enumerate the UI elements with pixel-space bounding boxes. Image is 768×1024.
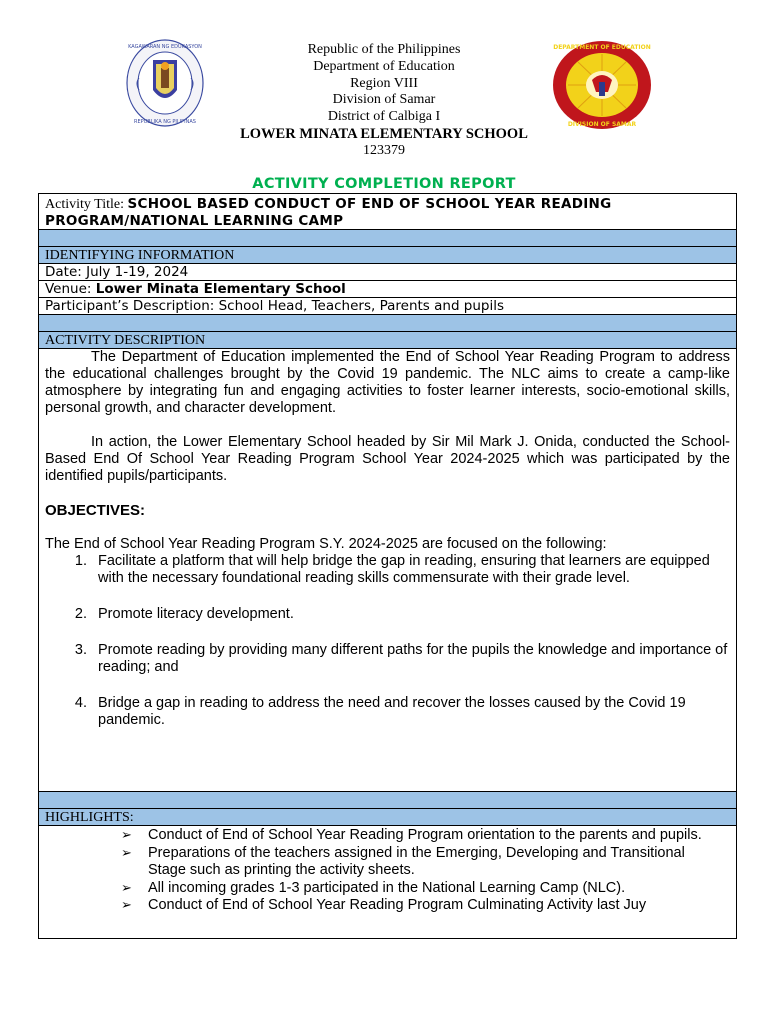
- department-line: Department of Education: [313, 58, 455, 74]
- date-value: July 1-19, 2024: [86, 264, 189, 280]
- school-name: LOWER MINATA ELEMENTARY SCHOOL: [240, 125, 528, 142]
- republic-line: Republic of the Philippines: [307, 42, 461, 57]
- description-paragraph-2: In action, the Lower Elementary School headed by Sir Mil Mark J. Onida, conducted the School-Based End Of School Year Reading Program School Year 2024-2025 which was participated by the identified pupils/participants.: [45, 434, 730, 484]
- venue-row: [39, 281, 736, 298]
- highlights-body: [39, 826, 736, 938]
- highlight-text: Conduct of End of School Year Reading Program orientation to the parents and pupils.: [148, 827, 702, 843]
- highlight-text: Conduct of End of School Year Reading Program Culminating Activity last Juy: [148, 897, 647, 913]
- highlight-item: [121, 827, 726, 845]
- report-table: [38, 193, 737, 939]
- blue-divider: [39, 792, 736, 809]
- highlight-text: All incoming grades 1-3 participated in the National Learning Camp (NLC).: [148, 879, 626, 896]
- svg-text:KAGAWARAN NG EDUKASYON: KAGAWARAN NG EDUKASYON: [128, 44, 202, 50]
- activity-title-value: SCHOOL BASED CONDUCT OF END OF SCHOOL YEAR READING PROGRAM/NATIONAL LEARNING CAMP: [45, 196, 612, 229]
- arrow-bullet-icon: ➢: [121, 828, 132, 843]
- venue-label: Venue:: [45, 281, 96, 297]
- objectives-heading: OBJECTIVES:: [45, 502, 146, 519]
- objective-item: 2. Promote literacy development.: [91, 606, 730, 623]
- participants-row: [39, 298, 736, 315]
- activity-title-row: [39, 194, 736, 230]
- arrow-bullet-icon: ➢: [121, 845, 132, 861]
- activity-title-label: Activity Title:: [45, 197, 128, 212]
- participants-label: Participant’s Description:: [45, 298, 219, 314]
- activity-description-heading: ACTIVITY DESCRIPTION: [39, 332, 736, 349]
- letterhead: [0, 42, 768, 160]
- highlight-item: [121, 897, 726, 915]
- school-id: 123379: [363, 142, 405, 158]
- svg-text:DIVISION OF SAMAR: DIVISION OF SAMAR: [567, 121, 637, 128]
- arrow-bullet-icon: ➢: [121, 880, 132, 896]
- svg-text:DEPARTMENT OF EDUCATION: DEPARTMENT OF EDUCATION: [553, 44, 651, 51]
- participants-value: School Head, Teachers, Parents and pupils: [218, 298, 505, 314]
- highlight-text: Preparations of the teachers assigned in the Emerging, Developing and Transitional Stage such as printing the activity sheets.: [148, 844, 685, 878]
- objective-item: 3. Promote reading by providing many different paths for the pupils the knowledge and importance of reading; and: [91, 642, 730, 676]
- blue-divider: [39, 230, 736, 247]
- objectives-list: [45, 553, 730, 729]
- highlight-item: [121, 880, 726, 898]
- activity-description-body: [39, 349, 736, 792]
- svg-text:REPUBLIKA NG PILIPINAS: REPUBLIKA NG PILIPINAS: [134, 119, 196, 125]
- date-label: Date:: [45, 264, 87, 280]
- highlights-heading: HIGHLIGHTS:: [39, 809, 736, 826]
- report-title: ACTIVITY COMPLETION REPORT: [252, 176, 516, 192]
- blue-divider: [39, 315, 736, 332]
- arrow-bullet-icon: ➢: [121, 898, 132, 913]
- division-line: Division of Samar: [332, 92, 436, 108]
- highlights-list: [39, 827, 736, 915]
- objectives-intro: The End of School Year Reading Program S.Y. 2024-2025 are focused on the following:: [45, 536, 607, 552]
- identifying-info-heading: IDENTIFYING INFORMATION: [39, 247, 736, 264]
- region-line: Region VIII: [350, 75, 418, 91]
- highlight-item: [121, 845, 726, 880]
- venue-value: Lower Minata Elementary School: [95, 281, 346, 297]
- description-paragraph-1: The Department of Education implemented the End of School Year Reading Program to address the educational challenges brought by the Covid 19 pandemic. The NLC aims to create a camp-like atmosphere by integrating fun and engaging activities to foster learner interests, socio-emotional skills, personal growth, and character development.: [45, 349, 730, 416]
- objective-item: 4. Bridge a gap in reading to address the need and recover the losses caused by the Covid 19 pandemic.: [91, 695, 730, 729]
- district-line: District of Calbiga I: [327, 109, 441, 125]
- date-row: [39, 264, 736, 281]
- objective-item: 1. Facilitate a platform that will help bridge the gap in reading, ensuring that learners are equipped with the necessary foundational reading skills commensurate with their grade level.: [91, 553, 730, 587]
